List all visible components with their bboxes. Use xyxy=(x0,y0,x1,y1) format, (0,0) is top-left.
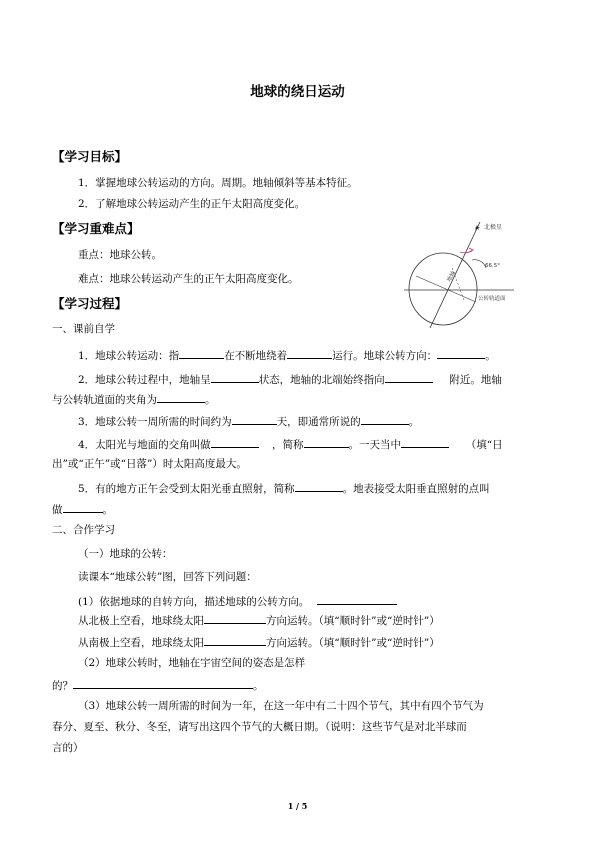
question-5: 5．有的地方正午会受到太阳光垂直照射，简称 。地表接受太阳垂直照射的点叫 xyxy=(78,480,490,496)
answer-blank[interactable] xyxy=(179,347,224,359)
answer-blank[interactable] xyxy=(73,677,253,689)
question-2-continued: 与公转轨道面的夹角为 。 xyxy=(52,391,216,407)
question-5-continued: 做 。 xyxy=(52,501,113,517)
north-pole-question: 从北极上空看，地球绕太阳 方向运转。（填“顺时针”或“逆时针”） xyxy=(78,612,440,628)
answer-blank[interactable] xyxy=(304,436,349,448)
answer-blank[interactable] xyxy=(317,593,397,605)
label-orbit: 公转轨道面 xyxy=(478,296,506,302)
answer-blank[interactable] xyxy=(287,347,332,359)
answer-blank[interactable] xyxy=(295,480,343,492)
question-cooperative-3-line3: 言的） xyxy=(52,742,84,754)
question-2: 2．地球公转过程中，地轴呈 状态，地轴的北端始终指向 附近。地轴 xyxy=(78,371,502,387)
section-heading-key-points: 【学习重难点】 xyxy=(52,221,140,236)
subsection-heading: （一）地球的公转： xyxy=(78,548,173,560)
arrow-head-icon xyxy=(469,248,473,252)
page-number: 1 / 5 xyxy=(287,801,308,811)
label-north-star: 北极星 xyxy=(484,224,503,231)
goal-item: 1．掌握地球公转运动的方向。周期。地轴倾斜等基本特征。 xyxy=(78,177,358,189)
question-3: 3．地球公转一周所需的时间约为 天，即通常所说的 。 xyxy=(78,413,419,429)
question-cooperative-1: (1）依据地球的自转方向，描述地球的公转方向。 xyxy=(78,593,397,609)
question-1: 1．地球公转运动：指 在不断地绕着 运行。地球公转方向： 。 xyxy=(78,347,496,363)
label-angle: 66.5° xyxy=(485,263,500,269)
focus-text: 重点：地球公转。 xyxy=(78,249,162,261)
south-pole-question: 从南极上空看，地球绕太阳 方向运转。（填“顺时针”或“逆时针”） xyxy=(78,634,440,650)
answer-blank[interactable] xyxy=(401,436,449,448)
question-cooperative-3: （3）地球公转一周所需的时间为一年，在这一年中有二十四个节气，其中有四个节气为 xyxy=(78,700,484,712)
page-title: 地球的绕日运动 xyxy=(250,84,345,100)
question-cooperative-3-line2: 春分、夏至、秋分、冬至，请写出这四个节气的大概日期。（说明：这些节气是对北半球而 xyxy=(52,721,467,733)
north-star-icon xyxy=(475,225,480,230)
part2-heading: 二、合作学习 xyxy=(52,524,115,536)
answer-blank[interactable] xyxy=(211,436,259,448)
instruction-text: 读课本“地球公转”图，回答下列问题： xyxy=(78,571,257,583)
answer-blank[interactable] xyxy=(63,501,103,513)
question-cooperative-2: （2）地球公转时，地轴在宇宙空间的姿态是怎样 xyxy=(78,657,306,669)
earth-orbit-figure xyxy=(396,216,516,328)
earth-circle xyxy=(409,253,477,325)
answer-blank[interactable] xyxy=(437,347,485,359)
answer-blank[interactable] xyxy=(361,413,409,425)
answer-blank[interactable] xyxy=(204,634,266,646)
answer-blank[interactable] xyxy=(232,413,277,425)
answer-blank[interactable] xyxy=(385,371,433,383)
part1-heading: 一、课前自学 xyxy=(52,323,115,335)
difficulty-text: 难点：地球公转运动产生的正午太阳高度变化。 xyxy=(78,273,299,285)
label-axis: 地轴 xyxy=(446,270,457,283)
question-4-continued: 出”或“正午”或“日落”）时太阳高度最大。 xyxy=(52,458,247,470)
answer-blank[interactable] xyxy=(211,371,259,383)
section-heading-goals: 【学习目标】 xyxy=(52,149,128,164)
angle-arc-icon xyxy=(472,260,486,268)
question-4: 4．太阳光与地面的交角叫做 ，简称 。一天当中 （填“日 xyxy=(78,436,503,452)
answer-blank[interactable] xyxy=(204,612,266,624)
goal-item: 2．了解地球公转运动产生的正午太阳高度变化。 xyxy=(78,198,306,210)
question-cooperative-2-continued: 的？ 。 xyxy=(52,677,264,693)
answer-blank[interactable] xyxy=(157,391,205,403)
section-heading-process: 【学习过程】 xyxy=(52,296,128,311)
